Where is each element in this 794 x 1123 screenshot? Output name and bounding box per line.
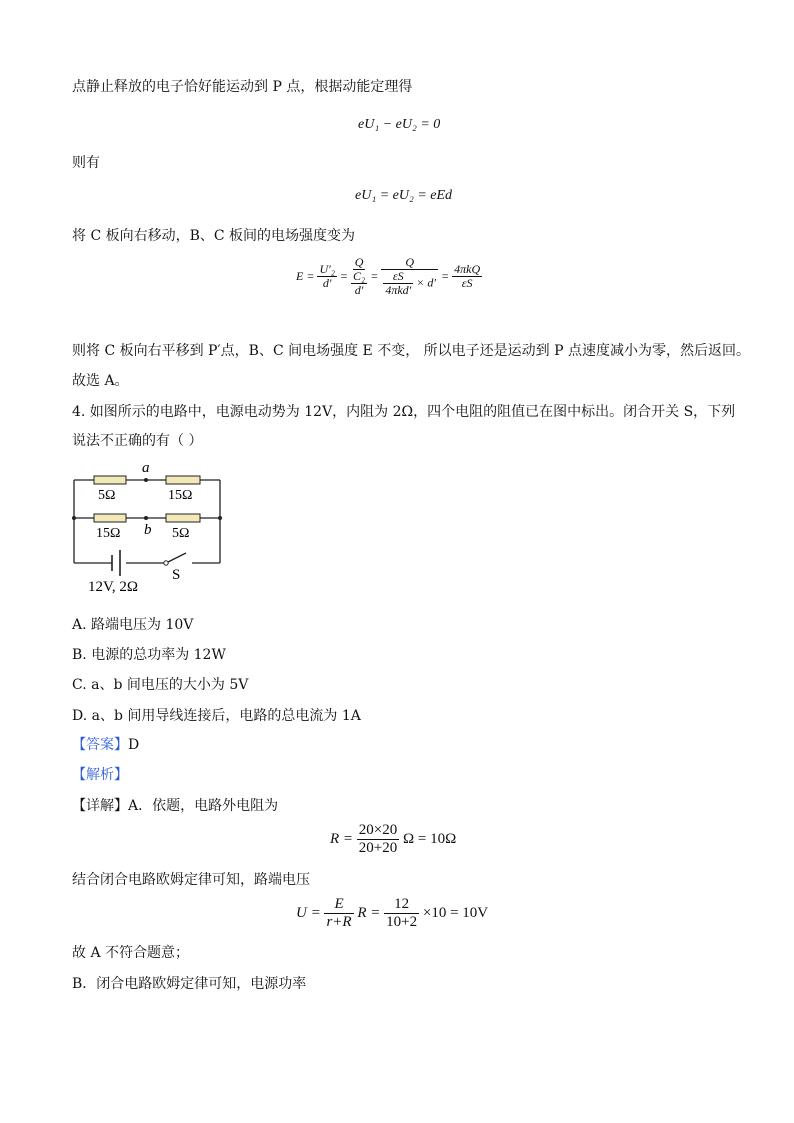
node-a-dot — [144, 478, 148, 482]
fraction-4pikq-over-es: $\frac{\text{4πkQ}}{\varepsilon S}$ — [454, 262, 481, 290]
equation-eu1-eed: eU₁ = eU₂ = eEd — [355, 188, 453, 203]
not-fit-line: 故 A 不符合题意； — [72, 945, 190, 961]
move-line: 将 C 板向右移动，B、C 板间的电场强度变为 — [72, 228, 356, 244]
equation-terminal-voltage: U = $\frac{E}{r+R}$ R = $\frac{12}{10+2}$ ×10 = 10V — [296, 896, 489, 930]
circuit-diagram — [68, 458, 228, 598]
answer-value: D — [128, 737, 140, 753]
fraction-q-c2-over-d: Q C₂ d′ — [353, 255, 366, 297]
junction-dot — [72, 516, 76, 520]
option-b: B. 电源的总功率为 12W — [72, 647, 226, 663]
equation-eu1: eU₁ − eU₂ = 0 — [358, 117, 441, 132]
answer-line — [72, 736, 139, 754]
resistor-top-right — [166, 476, 200, 484]
label-top-left-resistance: 5Ω — [98, 488, 116, 503]
detail-tag: 【详解】 — [72, 798, 128, 814]
fraction-resistance: $\frac{20\times 20}{20+20}$ — [358, 822, 398, 856]
label-node-a: a — [142, 460, 150, 476]
junction-dot — [218, 516, 222, 520]
option-c: C. a、b 间电压的大小为 5V — [72, 677, 249, 693]
ohm-line: 结合闭合电路欧姆定律可知，路端电压 — [72, 872, 310, 888]
label-node-b: b — [144, 522, 152, 538]
fraction-u2-over-d: $\frac{\text{U′₂}}{d'}$ — [319, 262, 335, 290]
label-bottom-left-resistance: 15Ω — [96, 526, 121, 541]
node-b-dot — [144, 516, 148, 520]
detail-line — [72, 797, 278, 815]
conclusion-line: 则将 C 板向右平移到 P′点，B、C 间电场强度 E 不变， 所以电子还是运动到 P 点速度减小为零，然后返回。 — [72, 343, 750, 359]
label-battery: 12V, 2Ω — [88, 579, 139, 595]
fraction-q-over-capacitance: Q $\frac{\varepsilon S}{\text{4πkd′}}$ × d′ — [381, 256, 438, 297]
resistor-bottom-right — [166, 514, 200, 522]
label-switch: S — [172, 567, 181, 583]
choose-line: 故选 A。 — [72, 373, 129, 389]
switch-contact — [164, 561, 168, 565]
option-d: D. a、b 间用导线连接后，电路的总电流为 1A — [72, 708, 361, 724]
then-label: 则有 — [72, 155, 100, 171]
detail-text: A．依题，电路外电阻为 — [128, 798, 279, 814]
equation-field-e: E = $\frac{\text{U′₂}}{d'}$ = Q C₂ d′ = Q $\frac{\varepsilon S}{\text{4πkd′}}$ × d′ = $\frac{\text{4πkQ}}{\varepsilon S}$ — [296, 255, 481, 297]
analysis-tag: 【解析】 — [72, 767, 128, 783]
option-b-analysis-line: B．闭合电路欧姆定律可知，电源功率 — [72, 976, 307, 992]
fraction-e-over-r: $\frac{E}{r+R}$ — [326, 896, 352, 930]
intro-line: 点静止释放的电子恰好能运动到 P 点，根据动能定理得 — [72, 79, 413, 95]
fraction-12-over-12: $\frac{12}{10+2}$ — [386, 896, 418, 930]
label-bottom-right-resistance: 5Ω — [172, 526, 190, 541]
label-top-right-resistance: 15Ω — [168, 488, 193, 503]
resistor-bottom-left — [94, 514, 126, 522]
question-4-line-2: 说法不正确的有（ ） — [72, 433, 203, 449]
equation-external-resistance: R = $\frac{20\times 20}{20+20}$ Ω = 10Ω — [330, 822, 457, 856]
option-a: A. 路端电压为 10V — [72, 617, 194, 633]
eq3-lhs: E = — [296, 269, 315, 283]
answer-tag: 【答案】 — [72, 737, 128, 753]
resistor-top-left — [94, 476, 126, 484]
question-4-line-1: 4. 如图所示的电路中，电源电动势为 12V，内阻为 2Ω，四个电阻的阻值已在图中标出。闭合开关 S，下列 — [72, 404, 736, 420]
